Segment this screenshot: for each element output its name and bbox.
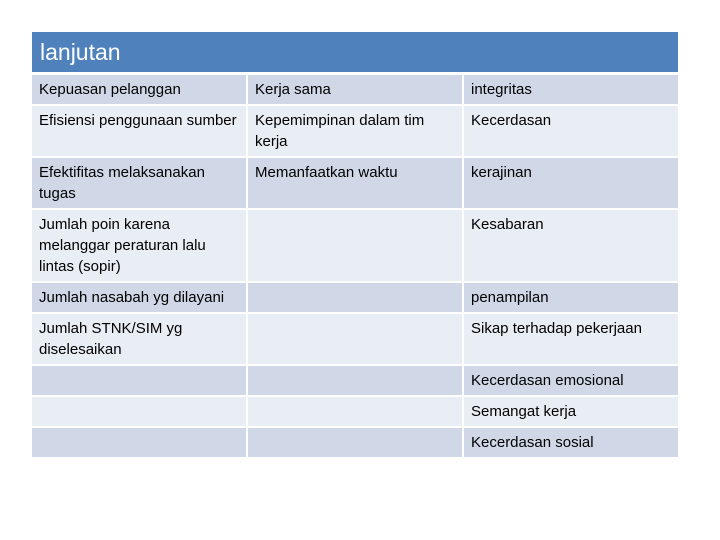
table-row <box>31 427 679 458</box>
table-cell: Semangat kerja <box>463 396 679 427</box>
table-cell <box>247 396 463 427</box>
table-cell: Kecerdasan sosial <box>463 427 679 458</box>
table-row <box>31 282 679 313</box>
table-cell: Kepuasan pelanggan <box>31 74 247 106</box>
table-cell <box>247 427 463 458</box>
table-cell: Jumlah nasabah yg dilayani <box>31 282 247 313</box>
table-cell: Kesabaran <box>463 209 679 282</box>
table-cell: kerajinan <box>463 157 679 209</box>
table-cell <box>31 365 247 396</box>
table-cell <box>247 365 463 396</box>
table-title: lanjutan <box>31 31 679 74</box>
table-cell <box>247 313 463 365</box>
table-cell: Kecerdasan emosional <box>463 365 679 396</box>
table-cell <box>31 427 247 458</box>
table-cell: penampilan <box>463 282 679 313</box>
table-cell: Efisiensi penggunaan sumber <box>31 105 247 157</box>
criteria-table <box>30 30 680 459</box>
table-cell: Kepemimpinan dalam tim kerja <box>247 105 463 157</box>
table-cell: Kerja sama <box>247 74 463 106</box>
table-cell: Jumlah poin karena melanggar peraturan lalu lintas (sopir) <box>31 209 247 282</box>
table-cell: Memanfaatkan waktu <box>247 157 463 209</box>
table-cell <box>31 396 247 427</box>
table-cell: Jumlah STNK/SIM yg diselesaikan <box>31 313 247 365</box>
table-row <box>31 313 679 365</box>
table-cell <box>247 282 463 313</box>
table-cell <box>247 209 463 282</box>
table-cell: Sikap terhadap pekerjaan <box>463 313 679 365</box>
table-cell: Efektifitas melaksanakan tugas <box>31 157 247 209</box>
table-row <box>31 365 679 396</box>
table-row <box>31 209 679 282</box>
table-row <box>31 105 679 157</box>
table-row <box>31 157 679 209</box>
table-row <box>31 74 679 106</box>
table-cell: Kecerdasan <box>463 105 679 157</box>
table-header-row <box>31 31 679 74</box>
table-cell: integritas <box>463 74 679 106</box>
table-row <box>31 396 679 427</box>
